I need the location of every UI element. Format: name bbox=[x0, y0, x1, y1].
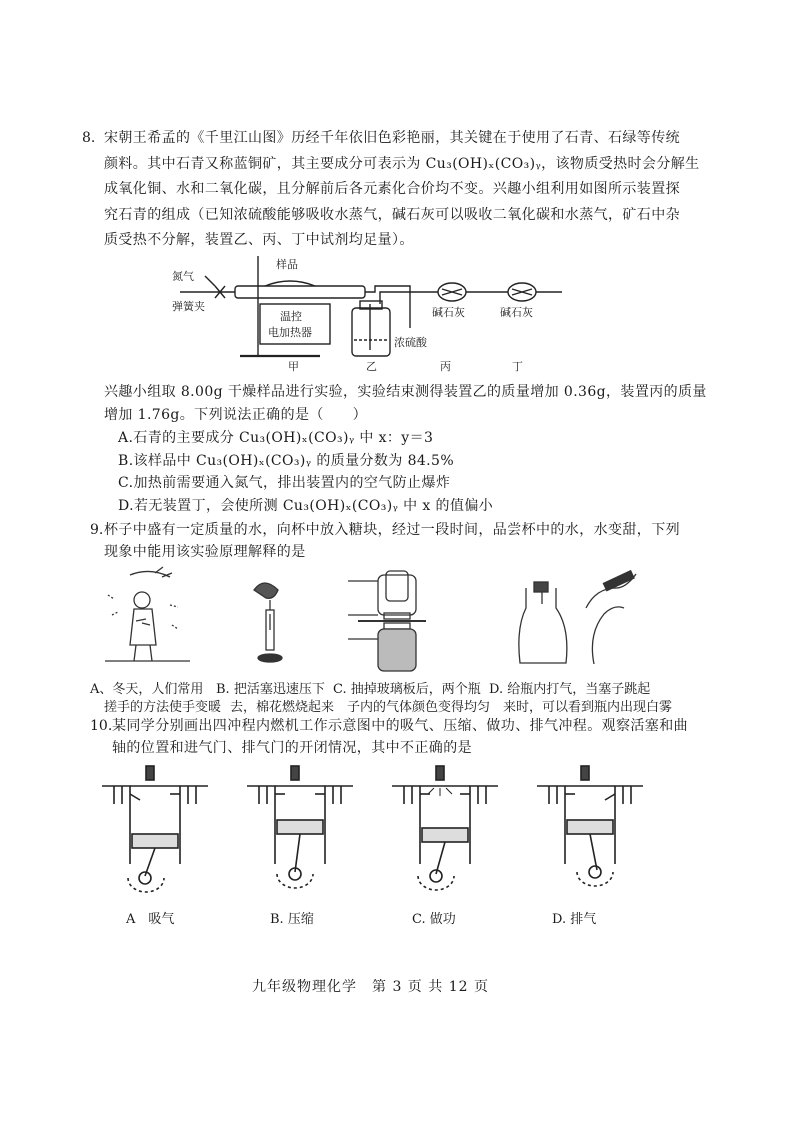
q9-caption-b: 去，棉花燃烧起来 bbox=[230, 700, 335, 715]
q9-figure-a-rubbing-hands bbox=[100, 565, 200, 665]
q9-caption-c: 子内的气体颜色变得均匀 bbox=[347, 700, 491, 715]
engine-caption-d: D. 排气 bbox=[552, 912, 597, 927]
heater-label: 电加热器 bbox=[268, 326, 312, 339]
acid-label: 浓硫酸 bbox=[394, 336, 427, 349]
q9-caption-a: 搓手的方法使手变暖 bbox=[104, 700, 222, 715]
q10-stem-line: 某同学分别画出四冲程内燃机工作示意图中的吸气、压缩、做功、排气冲程。观察活塞和曲 bbox=[112, 718, 688, 734]
q9-figure-d-bottle-pump bbox=[506, 568, 646, 668]
q9-caption-a: A、冬天，人们常用 bbox=[90, 682, 204, 697]
q8-number: 8. bbox=[82, 130, 96, 146]
q8-data-line: 兴趣小组取 8.00g 干燥样品进行实验，实验结束测得装置乙的质量增加 0.36g，装置丙的质量 bbox=[104, 384, 707, 400]
engine-diagram-a bbox=[100, 764, 210, 904]
apparatus-label-jia: 甲 bbox=[288, 360, 299, 373]
q9-caption-d: D. 给瓶内打气，当塞子跳起 bbox=[489, 682, 651, 697]
q10-stem-line: 轴的位置和进气门、排气门的开闭情况，其中不正确的是 bbox=[112, 740, 472, 756]
clamp-label: 弹簧夹 bbox=[172, 300, 205, 313]
q8-stem-line: 究石青的组成（已知浓硫酸能够吸收水蒸气，碱石灰可以吸收二氧化碳和水蒸气，矿石中杂 bbox=[104, 207, 680, 223]
q9-caption-d: 来时，可以看到瓶内出现白雾 bbox=[503, 700, 673, 715]
engine-diagram-b bbox=[245, 764, 355, 904]
heater-label: 温控 bbox=[280, 310, 302, 323]
q9-caption-b: B. 把活塞迅速压下 bbox=[216, 682, 325, 697]
sample-label: 样品 bbox=[276, 258, 298, 271]
q9-figure-b-fire-piston bbox=[240, 570, 300, 670]
lime-label: 碱石灰 bbox=[432, 306, 465, 319]
q8-option-a: A.石青的主要成分 Cu₃(OH)ₓ(CO₃)ᵧ 中 x：y＝3 bbox=[118, 430, 434, 446]
apparatus-label-ding: 丁 bbox=[512, 360, 523, 373]
q8-stem-line: 宋朝王希孟的《千里江山图》历经千年依旧色彩艳丽，其关键在于使用了石青、石绿等传统 bbox=[104, 130, 680, 146]
engine-caption-b: B. 压缩 bbox=[270, 912, 314, 927]
q9-number: 9. bbox=[90, 522, 104, 538]
q8-apparatus-diagram bbox=[170, 246, 570, 376]
engine-caption-c: C. 做功 bbox=[412, 912, 456, 927]
engine-diagram-d bbox=[535, 764, 645, 904]
q8-option-d: D.若无装置丁，会使所测 Cu₃(OH)ₓ(CO₃)ᵧ 中 x 的值偏小 bbox=[118, 498, 494, 514]
q9-stem-line: 现象中能用该实验原理解释的是 bbox=[104, 544, 306, 560]
q9-stem-line: 杯子中盛有一定质量的水，向杯中放入糖块，经过一段时间，品尝杯中的水，水变甜，下列 bbox=[104, 522, 680, 538]
nitrogen-label: 氮气 bbox=[172, 270, 194, 283]
lime-label: 碱石灰 bbox=[500, 306, 533, 319]
apparatus-label-yi: 乙 bbox=[366, 360, 377, 373]
q8-data-line: 增加 1.76g。下列说法正确的是（ ） bbox=[104, 407, 367, 423]
q8-stem-line: 成氧化铜、水和二氧化碳，且分解前后各元素化合价均不变。兴趣小组利用如图所示装置探 bbox=[104, 181, 680, 197]
q8-option-c: C.加热前需要通入氮气，排出装置内的空气防止爆炸 bbox=[118, 475, 451, 491]
q8-stem-line: 颜料。其中石青又称蓝铜矿，其主要成分可表示为 Cu₃(OH)ₓ(CO₃)ᵧ，该物质受热时会分解生 bbox=[104, 156, 700, 172]
q9-caption-c: C. 抽掉玻璃板后，两个瓶 bbox=[333, 682, 481, 697]
engine-caption-a: A 吸气 bbox=[126, 912, 175, 927]
q8-option-b: B.该样品中 Cu₃(OH)ₓ(CO₃)ᵧ 的质量分数为 84.5% bbox=[118, 453, 455, 469]
apparatus-label-bing: 丙 bbox=[440, 360, 451, 373]
q10-number: 10. bbox=[90, 718, 113, 734]
q8-stem-line: 质受热不分解，装置乙、丙、丁中试剂均足量）。 bbox=[104, 232, 414, 248]
page-footer: 九年级物理化学 第 3 页 共 12 页 bbox=[252, 979, 489, 995]
engine-diagram-c bbox=[390, 764, 500, 904]
q9-figure-c-gas-diffusion bbox=[338, 565, 428, 675]
